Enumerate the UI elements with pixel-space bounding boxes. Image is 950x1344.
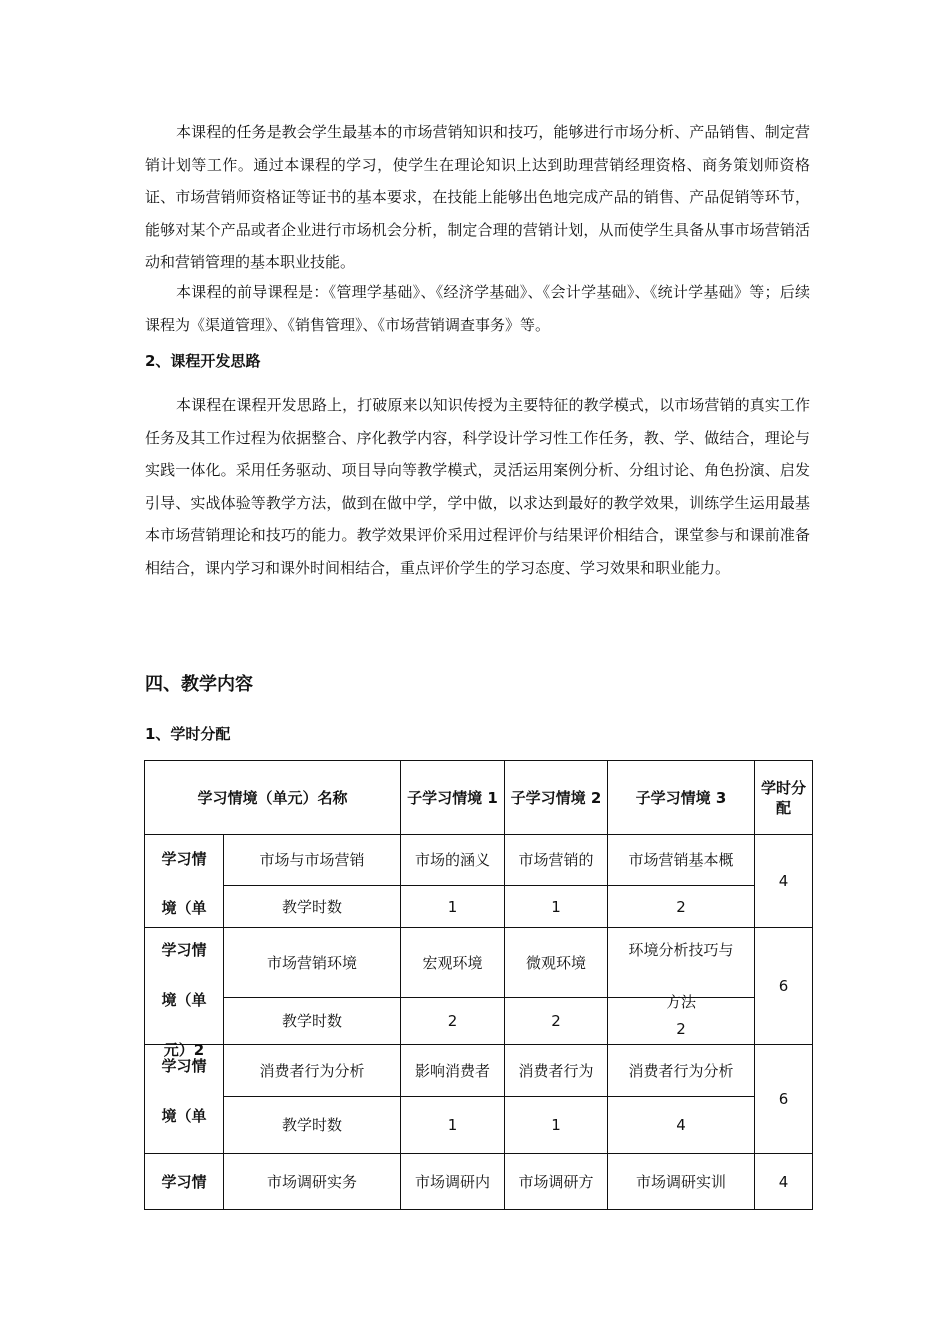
header-sub1: 子学习情境 1	[401, 761, 505, 835]
h1-cell: 1	[401, 1097, 505, 1154]
h3-cell: 方法 2	[608, 998, 755, 1045]
sub3-cell: 消费者行为分析	[608, 1045, 755, 1097]
h3-cell: 2	[608, 886, 755, 928]
table-row	[145, 1045, 813, 1097]
total-hours: 4	[755, 1154, 813, 1210]
sub3-wrap-line: 方法	[666, 993, 697, 1011]
hours-label: 教学时数	[224, 1097, 401, 1154]
sub2-cell: 市场调研方	[505, 1154, 608, 1210]
h3-cell: 4	[608, 1097, 755, 1154]
sub1-cell: 宏观环境	[401, 928, 505, 998]
sub1-cell: 市场的涵义	[401, 835, 505, 886]
unit-name: 市场营销环境	[224, 928, 401, 998]
unit-name: 市场调研实务	[224, 1154, 401, 1210]
course-task-paragraph: 本课程的任务是教会学生最基本的市场营销知识和技巧，能够进行市场分析、产品销售、制定营销计划等工作。通过本课程的学习，使学生在理论知识上达到助理营销经理资格、商务策划师资格证、市场营销师资格证等证书的基本要求，在技能上能够出色地完成产品的销售、产品促销等环节，能够对某个产品或者企业进行市场机会分析，制定合理的营销计划，从而使学生具备从事市场营销活动和营销管理的基本职业技能。	[145, 123, 810, 271]
h1-cell: 1	[401, 886, 505, 928]
dev-idea-paragraph: 本课程在课程开发思路上，打破原来以知识传授为主要特征的教学模式，以市场营销的真实工作任务及其工作过程为依据整合、序化教学内容，科学设计学习性工作任务，教、学、做结合，理论与实践一体化。采用任务驱动、项目导向等教学模式，灵活运用案例分析、分组讨论、角色扮演、启发引导、实战体验等教学方法，做到在做中学，学中做，以求达到最好的教学效果，训练学生运用最基本市场营销理论和技巧的能力。教学效果评价采用过程评价与结果评价相结合，课堂参与和课前准备相结合，课内学习和课外时间相结合，重点评价学生的学习态度、学习效果和职业能力。	[145, 396, 810, 577]
prerequisite-paragraph: 本课程的前导课程是：《管理学基础》、《经济学基础》、《会计学基础》、《统计学基础》等；后续课程为《渠道管理》、《销售管理》、《市场营销调查事务》等。	[145, 283, 810, 334]
sub3-cell: 市场营销基本概	[608, 835, 755, 886]
row-label: 学习情 境（单	[145, 835, 224, 928]
sub2-cell: 微观环境	[505, 928, 608, 998]
sub1-cell: 市场调研内	[401, 1154, 505, 1210]
sub1-cell: 影响消费者	[401, 1045, 505, 1097]
sub2-cell: 市场营销的	[505, 835, 608, 886]
header-hours: 学时分配	[755, 761, 813, 835]
unit-name: 市场与市场营销	[224, 835, 401, 886]
table-row	[145, 1097, 813, 1154]
table-row	[145, 835, 813, 886]
h1-cell: 2	[401, 998, 505, 1045]
sub3-cell: 环境分析技巧与	[608, 928, 755, 998]
h2-cell: 2	[505, 998, 608, 1045]
h2-cell: 1	[505, 1097, 608, 1154]
hours-label: 教学时数	[224, 998, 401, 1045]
table-row	[145, 1154, 813, 1210]
section4-heading: 四、教学内容	[145, 674, 253, 695]
row-label: 学习情	[145, 1154, 224, 1210]
sub2-cell: 消费者行为	[505, 1045, 608, 1097]
header-sub2: 子学习情境 2	[505, 761, 608, 835]
table-row	[145, 928, 813, 998]
row-label: 学习情 境（单 元）2	[145, 928, 224, 1045]
table-row	[145, 886, 813, 928]
unit-name: 消费者行为分析	[224, 1045, 401, 1097]
total-hours: 4	[755, 835, 813, 928]
sub3-cell: 市场调研实训	[608, 1154, 755, 1210]
dev-idea-heading: 2、课程开发思路	[145, 352, 261, 370]
table-header-row	[145, 761, 813, 835]
header-sub3: 子学习情境 3	[608, 761, 755, 835]
h2-cell: 1	[505, 886, 608, 928]
total-hours: 6	[755, 928, 813, 1045]
hours-allocation-table	[144, 760, 813, 1210]
table-row	[145, 998, 813, 1045]
row-label: 学习情 境（单	[145, 1045, 224, 1154]
total-hours: 6	[755, 1045, 813, 1154]
hours-heading: 1、学时分配	[145, 725, 231, 743]
header-unit-name: 学习情境（单元）名称	[145, 761, 401, 835]
hours-label: 教学时数	[224, 886, 401, 928]
